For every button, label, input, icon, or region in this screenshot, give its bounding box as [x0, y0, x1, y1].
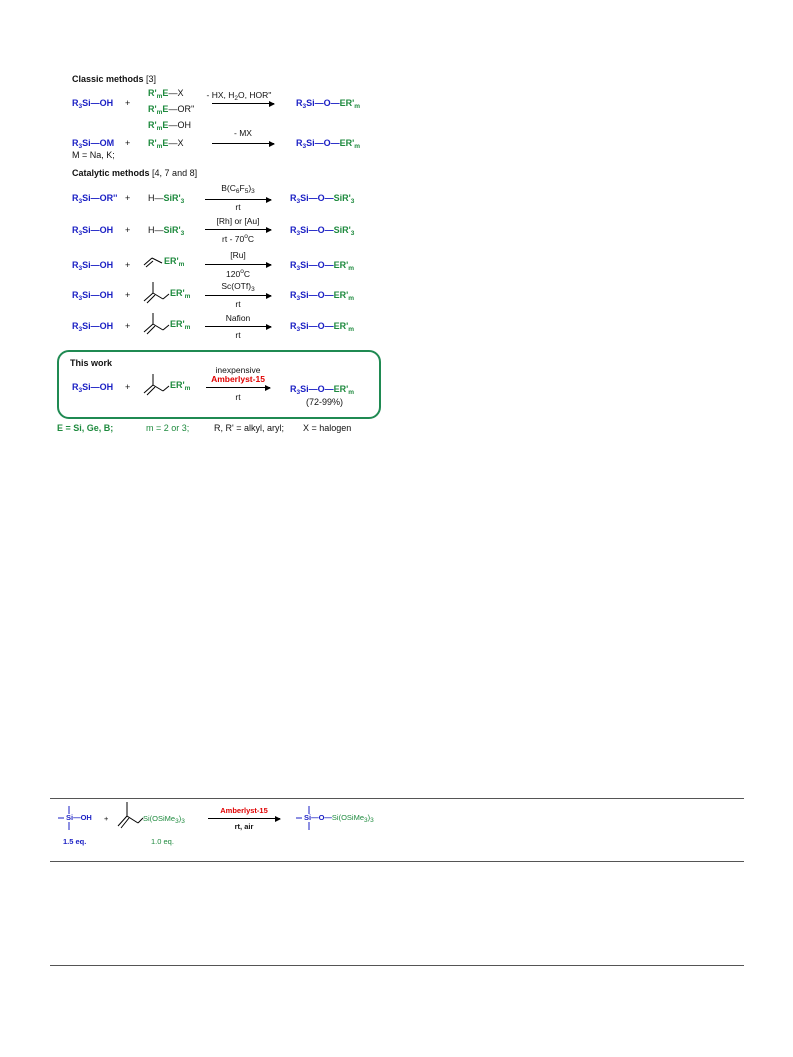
catalytic-r5-reagent: $ER'_m$ — [170, 319, 191, 331]
catalytic-methods-title: Catalytic methods [4, 7 and 8] — [72, 168, 198, 178]
table-bottom-rule — [50, 965, 744, 966]
plus-sign: + — [125, 382, 131, 392]
classic-r1-product: $R_3Si—O—ER'_m$ — [296, 98, 361, 110]
plus-sign: + — [125, 260, 131, 270]
classic-r1-reactant: $R_3Si—OH$ — [72, 98, 114, 110]
catalytic-r1-reactant: $R_3Si—OR''$ — [72, 193, 118, 205]
catalytic-r1-cond-top: $B(C_6F_5)_3$ — [221, 183, 255, 195]
catalytic-r5-reactant: $R_3Si—OH$ — [72, 321, 114, 333]
catalytic-r5-cond-top: Nafion — [225, 313, 251, 323]
catalytic-r4-product: $R_3Si—O—ER'_m$ — [290, 290, 355, 302]
catalytic-r2-reagent: $H—SiR'_3$ — [148, 225, 185, 237]
this-work-reactant: $R_3Si—OH$ — [72, 382, 114, 394]
catalytic-r3-cond-top: [Ru] — [230, 250, 246, 260]
catalytic-r1-product: $R_3Si—O—SiR'_3$ — [290, 193, 355, 205]
table-reactant: Si—OH — [66, 813, 92, 822]
legend-x-def: X = halogen — [303, 423, 352, 433]
legend-m-def: m = 2 or 3; — [146, 423, 190, 433]
plus-sign: + — [104, 814, 109, 823]
methallyl-structure-icon — [143, 311, 173, 337]
table-conditions: rt, air — [234, 822, 254, 831]
catalytic-r1-cond-bottom: rt — [235, 202, 241, 212]
classic-r2-product: $R_3Si—O—ER'_m$ — [296, 138, 361, 150]
plus-sign: + — [125, 225, 131, 235]
catalytic-r4-cond-bottom: rt — [235, 299, 241, 309]
table-top-rule — [50, 798, 744, 799]
table-reagent: $Si(OSiMe_3)_3$ — [143, 814, 185, 825]
reaction-arrow — [205, 229, 271, 230]
catalytic-r2-cond-top: [Rh] or [Au] — [216, 216, 260, 226]
reaction-arrow — [205, 264, 271, 265]
table-header-rule — [50, 861, 744, 862]
this-work-title: This work — [70, 358, 113, 368]
table-catalyst: Amberlyst-15 — [220, 806, 268, 815]
classic-r1-reagents: $R'_mE—X$ $R'_mE—OR''$ $R'_mE—OH$ — [148, 88, 195, 132]
methallyl-structure-icon — [116, 800, 146, 832]
reaction-arrow — [205, 295, 271, 296]
table-reactant-eq: 1.5 eq. — [63, 837, 87, 846]
classic-r2-note: M = Na, K; — [72, 150, 115, 160]
catalytic-r4-reagent: $ER'_m$ — [170, 288, 191, 300]
catalytic-r4-cond-top: $Sc(OTf)_3$ — [221, 281, 255, 293]
catalytic-r4-reactant: $R_3Si—OH$ — [72, 290, 114, 302]
plus-sign: + — [125, 290, 131, 300]
classic-r2-reactant: $R_3Si—OM$ — [72, 138, 115, 150]
classic-r2-reagent: $R'_mE—X$ — [148, 138, 184, 150]
catalytic-r2-product: $R_3Si—O—SiR'_3$ — [290, 225, 355, 237]
reaction-arrow — [212, 143, 274, 144]
classic-r1-conditions: - HX, $H_2O$, HOR'' — [206, 90, 272, 102]
catalytic-r5-product: $R_3Si—O—ER'_m$ — [290, 321, 355, 333]
catalytic-r3-reagent: $ER'_m$ — [164, 256, 185, 268]
this-work-reagent: $ER'_m$ — [170, 380, 191, 392]
catalytic-r5-cond-bottom: rt — [235, 330, 241, 340]
plus-sign: + — [125, 193, 131, 203]
this-work-cond-bottom: rt — [235, 392, 241, 402]
methallyl-structure-icon — [143, 280, 173, 306]
table-product: $Si—O—Si(OSiMe_3)_3$ — [304, 813, 374, 824]
this-work-product: $R_3Si—O—ER'_m$ — [290, 384, 355, 396]
reaction-arrow — [205, 326, 271, 327]
table-reagent-eq: 1.0 eq. — [151, 837, 174, 846]
reaction-arrow — [212, 103, 274, 104]
this-work-catalyst: Amberlyst-15 — [211, 374, 265, 384]
catalytic-r2-cond-bottom: rt - 70$^o$C — [222, 233, 254, 244]
reaction-arrow — [208, 818, 280, 819]
legend-e-def: E = Si, Ge, B; — [57, 423, 114, 433]
plus-sign: + — [125, 98, 131, 108]
catalytic-r1-reagent: $H—SiR'_3$ — [148, 193, 185, 205]
reaction-arrow — [206, 387, 270, 388]
this-work-yield: (72-99%) — [306, 397, 344, 407]
classic-methods-title: Classic methods [3] — [72, 74, 157, 84]
plus-sign: + — [125, 321, 131, 331]
catalytic-r3-cond-bottom: 120$^o$C — [226, 268, 250, 279]
catalytic-r3-reactant: $R_3Si—OH$ — [72, 260, 114, 272]
legend-r-def: R, R' = alkyl, aryl; — [214, 423, 284, 433]
catalytic-r3-product: $R_3Si—O—ER'_m$ — [290, 260, 355, 272]
methallyl-structure-icon — [143, 372, 173, 398]
plus-sign: + — [125, 138, 131, 148]
catalytic-r2-reactant: $R_3Si—OH$ — [72, 225, 114, 237]
reaction-arrow — [205, 199, 271, 200]
classic-r2-conditions: - MX — [234, 128, 252, 138]
this-work-cond-line1: inexpensive — [215, 365, 261, 375]
